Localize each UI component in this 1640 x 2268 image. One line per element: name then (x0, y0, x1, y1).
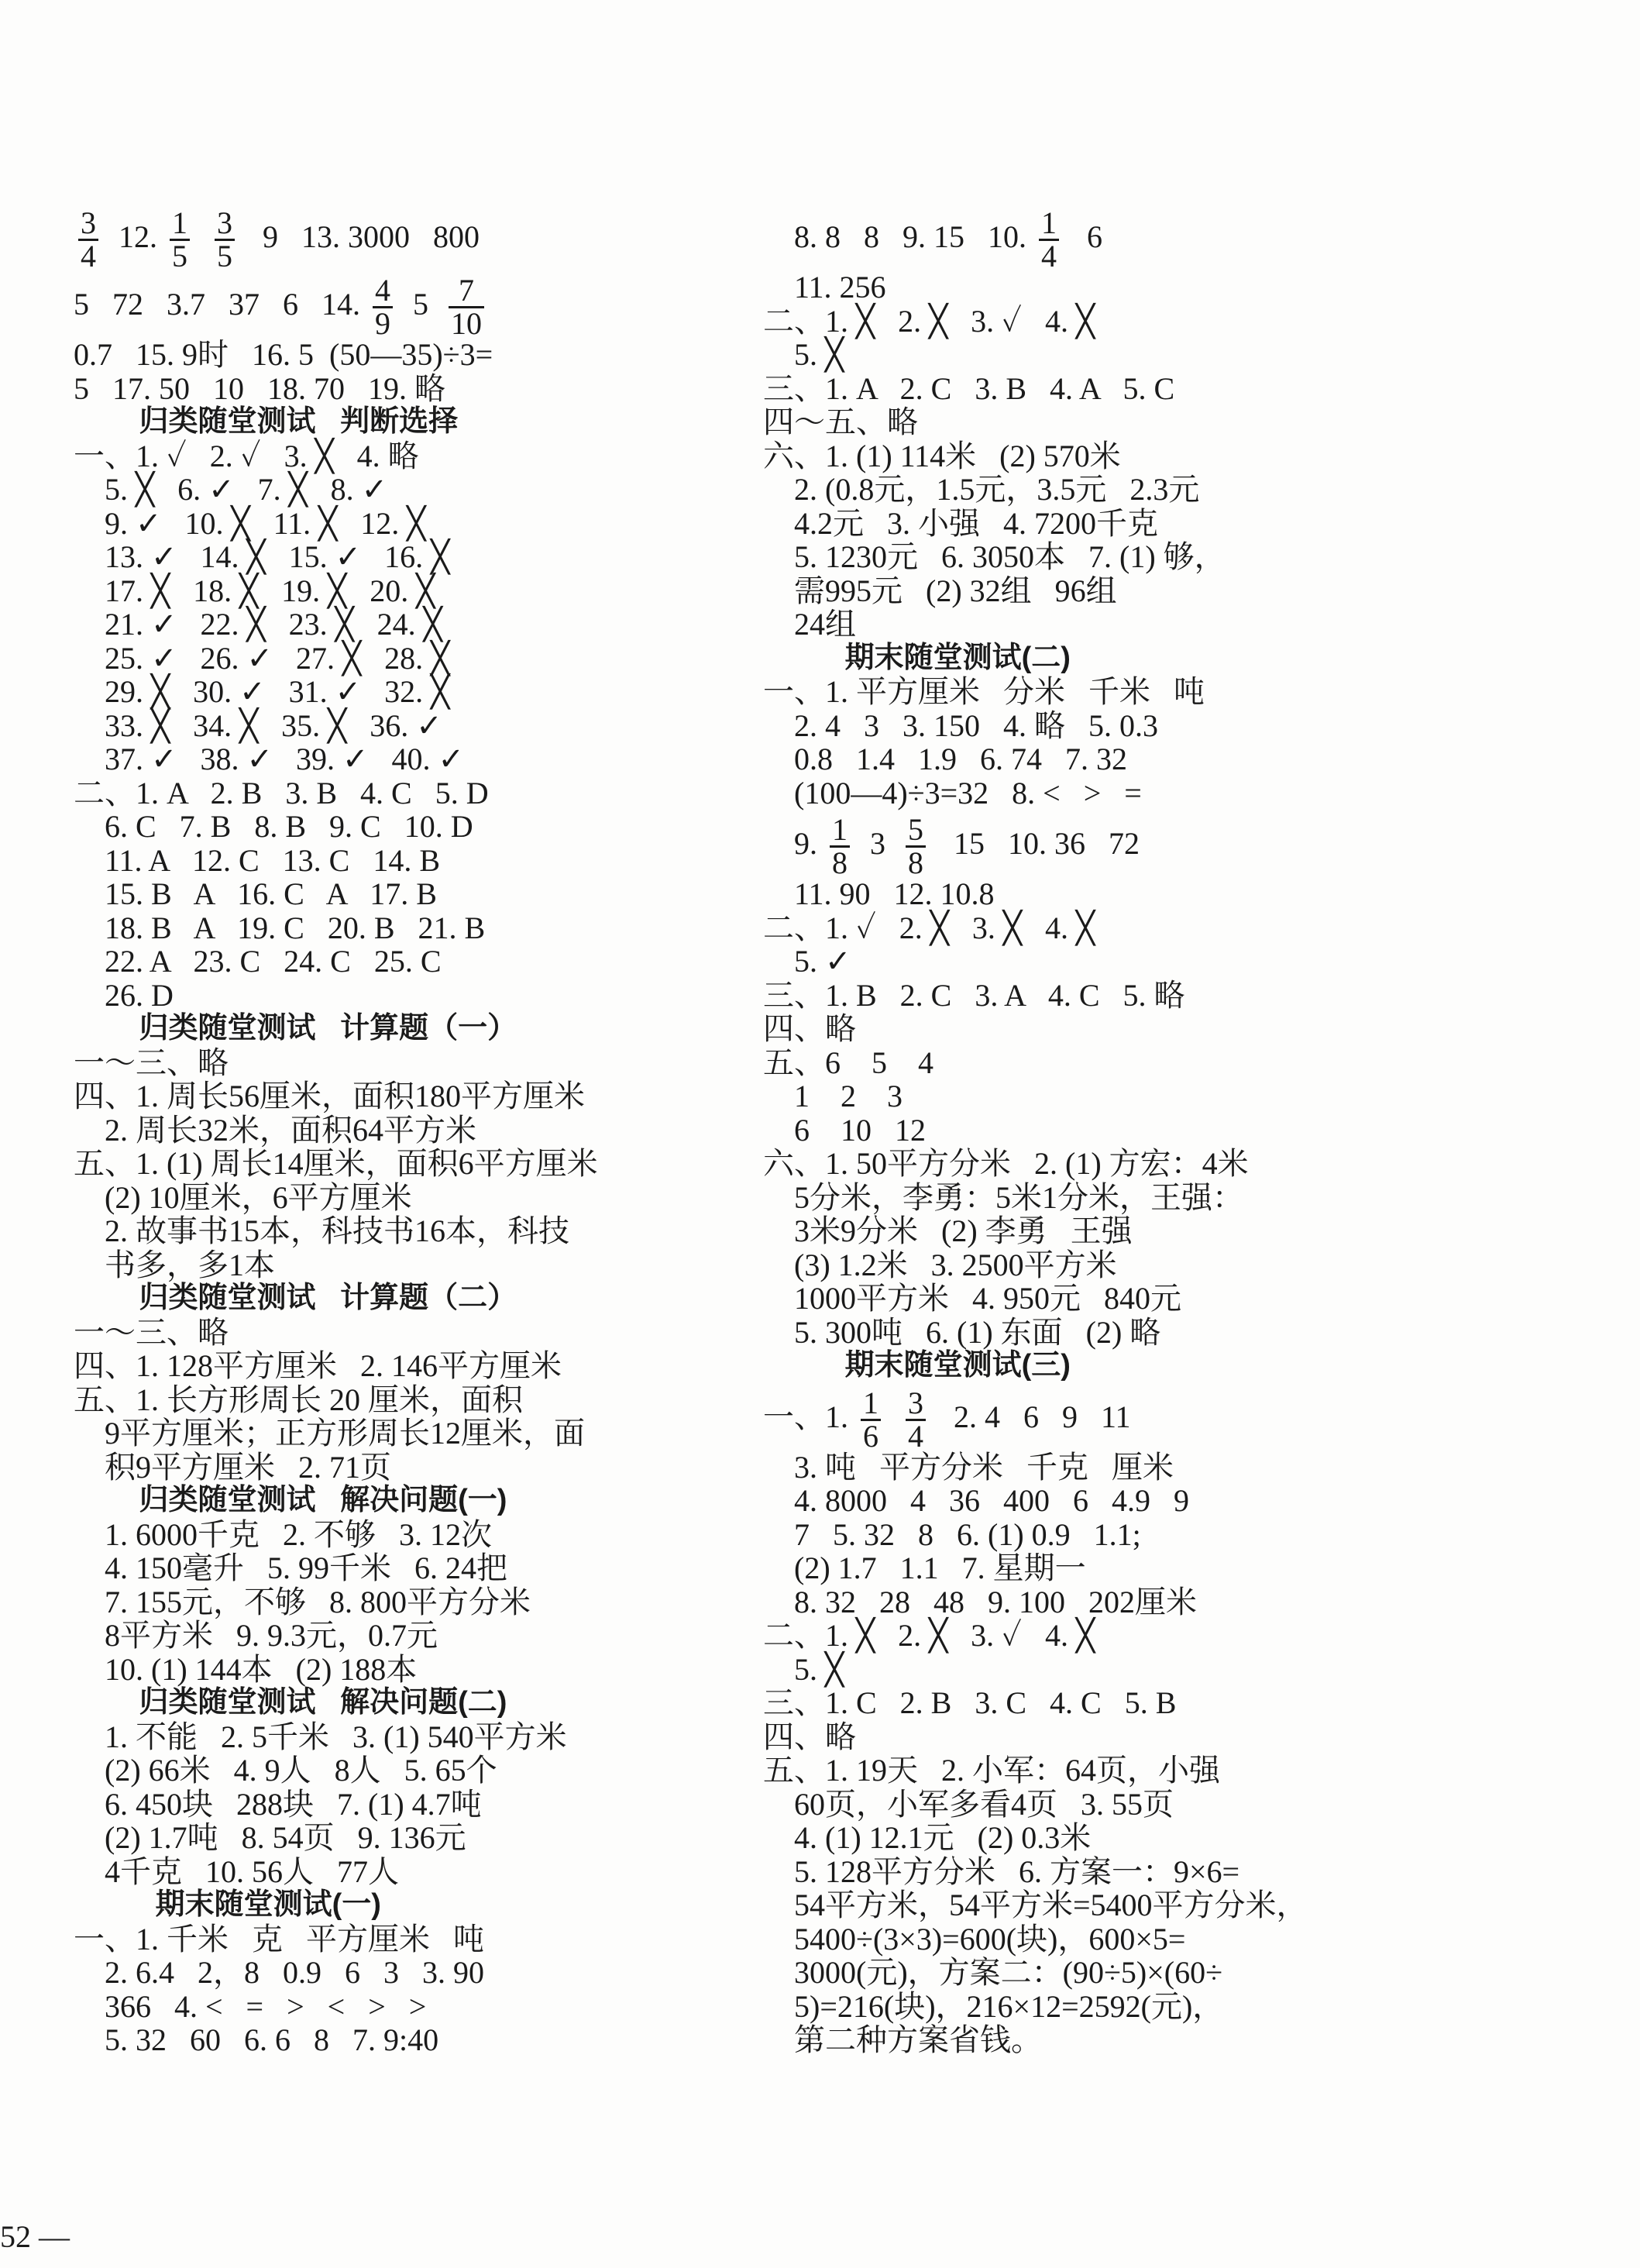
answer-text: 四、略 (763, 1011, 856, 1046)
answer-line (74, 1788, 771, 1822)
answer-line (763, 1518, 1538, 1552)
answer-text: 0.7 15. 9时 16. 5 (50—35)÷3= (74, 337, 493, 372)
answer-text: 3. 吨 平方分米 千克 厘米 (763, 1449, 1174, 1485)
answer-line (763, 1821, 1538, 1855)
answer-line (763, 1686, 1538, 1720)
section-heading (763, 1349, 1538, 1383)
answer-text: 5 72 3.7 37 6 14. (74, 287, 368, 322)
answer-line (74, 1585, 771, 1619)
fraction-denominator: 8 (908, 845, 923, 881)
answer-text: (2) 66米 4. 9人 8人 5. 65个 (74, 1753, 497, 1788)
answer-text: 2. 6.4 2，8 0.9 6 3 3. 90 (74, 1955, 484, 1990)
answer-text: 5 (397, 287, 444, 322)
answer-text: 3000(元)，方案二：(90÷5)×(60÷ (763, 1955, 1223, 1990)
answer-line (763, 1484, 1538, 1518)
section-heading (74, 405, 771, 439)
answer-text: 366 4. < = > < > > (74, 1988, 427, 2024)
answer-line (74, 1079, 771, 1113)
answer-line (763, 911, 1538, 945)
answer-line (763, 675, 1538, 709)
answer-line (74, 1551, 771, 1585)
fraction-numerator: 3 (906, 1388, 926, 1421)
answer-line (763, 776, 1538, 810)
answer-text: 归类随堂测试 判断选择 (74, 405, 459, 438)
answer-line (74, 877, 771, 911)
fraction-denominator: 9 (375, 306, 390, 342)
fraction (861, 1385, 881, 1454)
answer-line (763, 1079, 1538, 1113)
answer-line (763, 1753, 1538, 1788)
answer-line (763, 607, 1538, 642)
answer-line (763, 574, 1538, 608)
answer-line (763, 742, 1538, 776)
answer-text: 书多，多1本 (74, 1247, 275, 1282)
answer-line (74, 1214, 771, 1248)
answer-line (763, 372, 1538, 406)
left-column (74, 203, 771, 2057)
fraction (1039, 205, 1059, 274)
answer-line (74, 607, 771, 642)
answer-line (74, 1451, 771, 1485)
answer-line (74, 338, 771, 372)
answer-line (74, 507, 771, 541)
fraction (215, 205, 235, 274)
answer-text: 18. B A 19. C 20. B 21. B (74, 910, 486, 945)
answer-text: 三、1. C 2. B 3. C 4. C 5. B (763, 1685, 1177, 1720)
answer-line (74, 1518, 771, 1552)
answer-text: 二、1. ╳ 2. ╳ 3. ✓ 4. ╳ (763, 1618, 1095, 1653)
answer-line (74, 270, 771, 342)
section-heading (74, 1012, 771, 1046)
answer-line (763, 1282, 1538, 1316)
answer-text: (2) 1.7吨 8. 54页 9. 136元 (74, 1820, 466, 1855)
answer-line (763, 1990, 1538, 2024)
answer-text: 6 10 12 (763, 1112, 926, 1148)
answer-line (763, 1653, 1538, 1687)
answer-text: 四～五、略 (763, 404, 918, 439)
answer-line (763, 439, 1538, 473)
answer-text: 9. (763, 826, 825, 861)
answer-text: 2. 周长32米，面积64平方米 (74, 1112, 476, 1148)
answer-text: 第二种方案省钱。 (763, 2022, 1042, 2057)
answer-text: 五、1. (1) 周长14厘米，面积6平方厘米 (74, 1146, 598, 1181)
answer-text: 2. (0.8元，1.5元，3.5元 2.3元 (763, 472, 1200, 507)
answer-text: 4.2元 3. 小强 4. 7200千克 (763, 505, 1158, 541)
fraction (906, 814, 926, 879)
answer-text: 期末随堂测试(三) (763, 1349, 1071, 1382)
answer-text: 二、1. ╳ 2. ╳ 3. ✓ 4. ╳ (763, 303, 1095, 339)
fraction-numerator: 7 (449, 275, 484, 308)
answer-text: 期末随堂测试(二) (763, 641, 1071, 674)
answer-line (763, 1956, 1538, 1990)
answer-text: 三、1. B 2. C 3. A 4. C 5. 略 (763, 977, 1185, 1013)
answer-line (74, 776, 771, 810)
answer-text: 6 (1064, 219, 1102, 254)
answer-text: 13. ✓ 14. ╳ 15. ✓ 16. ╳ (74, 539, 450, 574)
answer-text: 9 13. 3000 800 (239, 219, 480, 254)
answer-text: 六、1. 50平方分米 2. (1) 方宏：4米 (763, 1146, 1249, 1181)
answer-line (74, 1990, 771, 2024)
fraction (373, 273, 393, 342)
answer-line (763, 1214, 1538, 1248)
answer-line (74, 1147, 771, 1181)
answer-text: 四、1. 周长56厘米，面积180平方厘米 (74, 1079, 585, 1113)
fraction (906, 1385, 926, 1454)
answer-line (763, 979, 1538, 1013)
answer-text: 29. ╳ 30. ✓ 31. ✓ 32. ╳ (74, 674, 450, 709)
answer-line (74, 844, 771, 878)
answer-line (763, 1181, 1538, 1215)
answer-text: 17. ╳ 18. ╳ 19. ╳ 20. ╳ (74, 573, 435, 608)
answer-text: 9. ✓ 10. ╳ 11. ╳ 12. ╳ (74, 505, 426, 541)
answer-text: 6. C 7. B 8. B 9. C 10. D (74, 809, 473, 844)
answer-text: 11. A 12. C 13. C 14. B (74, 842, 441, 878)
answer-text: 2. 4 3 3. 150 4. 略 5. 0.3 (763, 707, 1158, 743)
fraction-denominator: 4 (81, 239, 96, 274)
answer-text: 5. 1230元 6. 3050本 7. (1) 够， (763, 539, 1226, 574)
answer-line (763, 1788, 1538, 1822)
fraction-numerator: 1 (1039, 208, 1059, 241)
answer-line (763, 1888, 1538, 1922)
answer-line (74, 1855, 771, 1889)
answer-text: (2) 1.7 1.1 7. 星期一 (763, 1550, 1086, 1585)
answer-text: 三、1. A 2. C 3. B 4. A 5. C (763, 370, 1175, 406)
answer-text: 21. ✓ 22. ╳ 23. ╳ 24. ╳ (74, 607, 442, 642)
answer-line (763, 1585, 1538, 1619)
answer-line (74, 675, 771, 709)
answer-text: 4千克 10. 56人 77人 (74, 1853, 399, 1889)
answer-line (763, 305, 1538, 339)
answer-line (763, 1316, 1538, 1350)
answer-text (885, 1399, 901, 1434)
fraction-numerator: 1 (861, 1388, 881, 1421)
answer-text: 需995元 (2) 32组 96组 (763, 573, 1117, 608)
answer-line (763, 1383, 1538, 1454)
fraction (78, 205, 98, 274)
answer-text: 33. ╳ 34. ╳ 35. ╳ 36. ✓ (74, 707, 442, 743)
answer-line (763, 2023, 1538, 2057)
answer-text: 8. 32 28 48 9. 100 202厘米 (763, 1584, 1197, 1619)
answer-text: 3 (854, 826, 901, 861)
answer-line (74, 810, 771, 844)
answer-text: 一～三、略 (74, 1045, 229, 1080)
answer-line (74, 203, 771, 274)
section-heading (74, 1282, 771, 1316)
answer-text: 24组 (763, 607, 856, 642)
answer-line (74, 1248, 771, 1282)
answer-text: (3) 1.2米 3. 2500平方米 (763, 1247, 1117, 1282)
fraction-denominator: 8 (832, 845, 848, 881)
fraction-denominator: 10 (451, 306, 482, 342)
answer-text: 8. 8 8 9. 15 10. (763, 219, 1034, 254)
fraction-numerator: 4 (373, 275, 393, 308)
answer-text: 15 10. 36 72 (930, 826, 1140, 861)
answer-line (74, 1653, 771, 1687)
answer-text: 5. ✓ (763, 944, 851, 979)
answer-line (74, 945, 771, 979)
answer-line (763, 1855, 1538, 1889)
fraction-numerator: 5 (906, 814, 926, 848)
answer-text: 二、1. A 2. B 3. B 4. C 5. D (74, 775, 489, 810)
answer-text: 15. B A 16. C A 17. B (74, 876, 437, 911)
answer-text: 四、略 (763, 1719, 856, 1754)
answer-text: 7. 155元，不够 8. 800平方分米 (74, 1584, 531, 1619)
answer-text: 7 5. 32 8 6. (1) 0.9 1.1; (763, 1516, 1141, 1552)
answer-line (763, 810, 1538, 881)
answer-text: 四、1. 128平方厘米 2. 146平方厘米 (74, 1348, 562, 1383)
answer-line (763, 1720, 1538, 1754)
answer-line (74, 1956, 771, 1990)
answer-text: 2. 4 6 9 11 (930, 1399, 1131, 1434)
answer-text: 期末随堂测试(一) (74, 1888, 381, 1921)
answer-line (74, 1821, 771, 1855)
answer-text: 11. 256 (763, 270, 886, 305)
answer-text: 一、1. 千米 克 平方厘米 吨 (74, 1921, 484, 1957)
answer-line (763, 709, 1538, 743)
answer-text: 26. D (74, 977, 174, 1013)
fraction-denominator: 4 (908, 1418, 923, 1454)
fraction-denominator: 5 (217, 239, 232, 274)
answer-text: 5. ╳ (763, 1651, 844, 1687)
answer-line (763, 1551, 1538, 1585)
answer-line (74, 642, 771, 676)
section-heading (74, 1888, 771, 1922)
fraction-numerator: 1 (170, 208, 190, 241)
fraction-denominator: 6 (863, 1418, 878, 1454)
answer-line (74, 1619, 771, 1653)
answer-line (74, 911, 771, 945)
answer-text: 5. ╳ 6. ✓ 7. ╳ 8. ✓ (74, 472, 388, 507)
fraction-denominator: 5 (172, 239, 187, 274)
answer-text: 一、1. ✓ 2. ✓ 3. ╳ 4. 略 (74, 438, 419, 473)
answer-line (763, 1451, 1538, 1485)
answer-text: 一、1. (763, 1399, 856, 1434)
answer-text: 六、1. (1) 114米 (2) 570米 (763, 438, 1121, 473)
answer-text: 5 17. 50 10 18. 70 19. 略 (74, 370, 445, 406)
answer-text: 4. 150毫升 5. 99千米 6. 24把 (74, 1550, 507, 1585)
answer-text: 22. A 23. C 24. C 25. C (74, 944, 442, 979)
answer-line (74, 473, 771, 507)
answer-line (74, 979, 771, 1013)
answer-line (763, 270, 1538, 305)
answer-line (763, 507, 1538, 541)
answer-line (74, 574, 771, 608)
answer-text: 5分米，李勇：5米1分米，王强： (763, 1179, 1243, 1215)
section-heading (74, 1484, 771, 1518)
fraction-numerator: 3 (215, 208, 235, 241)
answer-line (763, 1046, 1538, 1080)
fraction-denominator: 4 (1041, 239, 1057, 274)
answer-text: 3米9分米 (2) 李勇 王强 (763, 1213, 1133, 1248)
answer-line (74, 1720, 771, 1754)
answer-text: 归类随堂测试 计算题（一） (74, 1012, 517, 1045)
answer-line (74, 1181, 771, 1215)
answer-line (763, 1619, 1538, 1653)
answer-text: 五、1. 长方形周长 20 厘米，面积 (74, 1382, 523, 1417)
answer-line (74, 1316, 771, 1350)
answer-text: 54平方米，54平方米=5400平方分米， (763, 1888, 1308, 1922)
answer-text: 二、1. ✓ 2. ╳ 3. ╳ 4. ╳ (763, 910, 1095, 945)
answer-line (74, 1349, 771, 1383)
answer-text: 5. 300吨 6. (1) 东面 (2) 略 (763, 1314, 1161, 1350)
answer-text: 5)=216(块)，216×12=2592(元)， (763, 1988, 1224, 2024)
answer-text: 4. (1) 12.1元 (2) 0.3米 (763, 1820, 1092, 1855)
answer-text: 5. ╳ (763, 337, 844, 372)
answer-line (763, 1248, 1538, 1282)
answer-text (194, 219, 210, 254)
answer-text: 1. 不能 2. 5千米 3. (1) 540平方米 (74, 1719, 567, 1754)
answer-line (74, 1753, 771, 1788)
answer-text: 6. 450块 288块 7. (1) 4.7吨 (74, 1786, 482, 1822)
answer-text: 4. 8000 4 36 400 6 4.9 9 (763, 1483, 1189, 1518)
right-column (763, 203, 1538, 2057)
answer-line (74, 372, 771, 406)
answer-text: 1 2 3 (763, 1079, 903, 1113)
answer-text: 归类随堂测试 解决问题(二) (74, 1686, 507, 1719)
answer-text: 1000平方米 4. 950元 840元 (763, 1281, 1181, 1316)
fraction (170, 205, 190, 274)
answer-text: 五、6 5 4 (763, 1045, 933, 1080)
answer-text: 积9平方厘米 2. 71页 (74, 1449, 391, 1485)
answer-line (763, 877, 1538, 911)
answer-line (74, 1383, 771, 1417)
answer-text: 8平方米 9. 9.3元，0.7元 (74, 1618, 438, 1653)
answer-text: 归类随堂测试 计算题（二） (74, 1282, 517, 1314)
answer-text: 五、1. 19天 2. 小军：64页，小强 (763, 1753, 1220, 1788)
answer-line (74, 2023, 771, 2057)
answer-line (74, 1416, 771, 1451)
answer-text: 5400÷(3×3)=600(块)，600×5= (763, 1921, 1186, 1957)
answer-text: 5. 128平方分米 6. 方案一：9×6= (763, 1853, 1240, 1889)
answer-text: 2. 故事书15本，科技书16本，科技 (74, 1213, 569, 1248)
answer-line (763, 405, 1538, 439)
answer-text: 5. 32 60 6. 6 8 7. 9:40 (74, 2022, 439, 2057)
answer-line (74, 439, 771, 473)
answer-text: 1. 6000千克 2. 不够 3. 12次 (74, 1516, 492, 1552)
answer-line (763, 1922, 1538, 1957)
answer-text: 0.8 1.4 1.9 6. 74 7. 32 (763, 742, 1127, 776)
page-number: 52 — (0, 2219, 70, 2254)
answer-text: (2) 10厘米，6平方厘米 (74, 1179, 412, 1215)
answer-text: 37. ✓ 38. ✓ 39. ✓ 40. ✓ (74, 742, 465, 776)
answer-text: 一、1. 平方厘米 分米 千米 吨 (763, 674, 1205, 709)
answer-line (74, 540, 771, 574)
answer-line (74, 709, 771, 743)
answer-line (74, 1046, 771, 1080)
answer-text: 9平方厘米；正方形周长12厘米，面 (74, 1416, 585, 1451)
answer-line (763, 338, 1538, 372)
answer-line (763, 1147, 1538, 1181)
answer-text: 60页，小军多看4页 3. 55页 (763, 1786, 1174, 1822)
fraction (830, 814, 850, 879)
answer-text: 25. ✓ 26. ✓ 27. ╳ 28. ╳ (74, 640, 450, 676)
answer-line (763, 1113, 1538, 1148)
answer-line (763, 945, 1538, 979)
answer-text: 11. 90 12. 10.8 (763, 876, 995, 911)
answer-text: 10. (1) 144本 (2) 188本 (74, 1651, 418, 1687)
answer-line (74, 1113, 771, 1148)
fraction (449, 273, 484, 342)
section-heading (763, 642, 1538, 676)
answer-line (74, 1922, 771, 1957)
answer-line (763, 203, 1538, 274)
section-heading (74, 1686, 771, 1720)
answer-line (763, 540, 1538, 574)
answer-text: (100—4)÷3=32 8. < > = (763, 775, 1142, 810)
answer-line (763, 1012, 1538, 1046)
answer-text: 12. (103, 219, 165, 254)
answer-line (763, 473, 1538, 507)
answer-text: 一～三、略 (74, 1314, 229, 1350)
answer-text: 归类随堂测试 解决问题(一) (74, 1484, 507, 1516)
answer-line (74, 742, 771, 776)
fraction-numerator: 1 (830, 814, 850, 848)
fraction-numerator: 3 (78, 208, 98, 241)
